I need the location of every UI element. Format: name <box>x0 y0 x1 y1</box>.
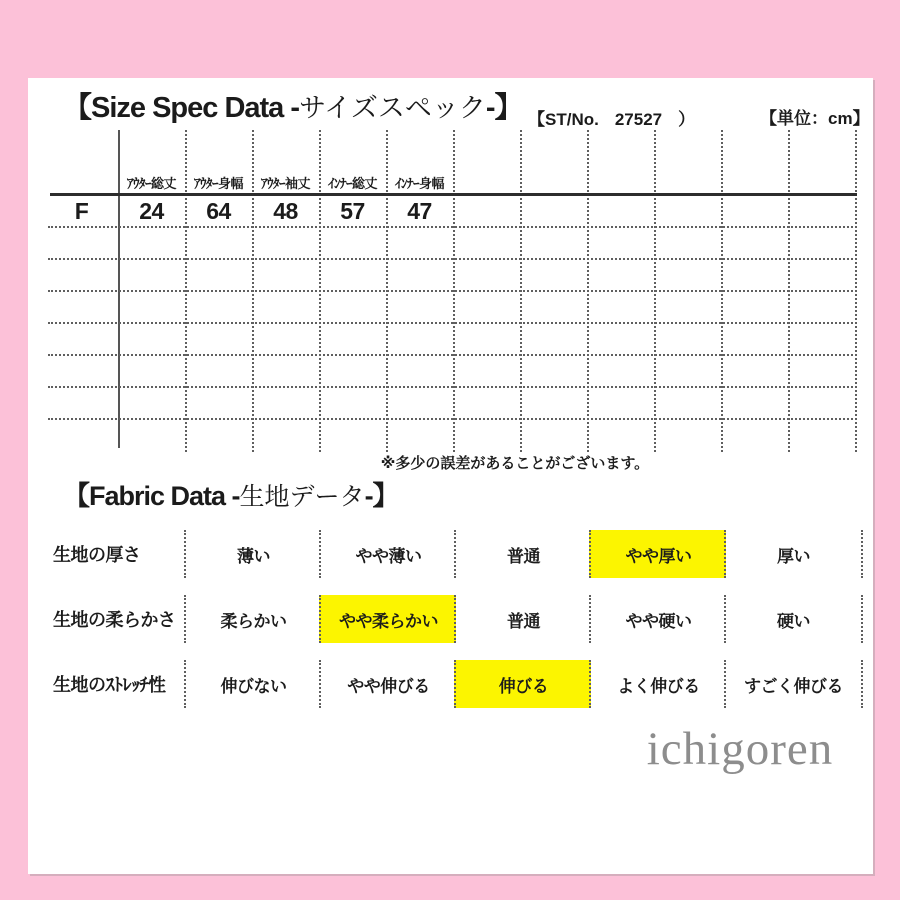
style-number-label: 【ST/No. <box>528 110 599 129</box>
fabric-option-selected: 伸びる <box>454 660 591 708</box>
style-number-close: ） <box>678 110 696 129</box>
grid-hline <box>48 418 857 420</box>
grid-hline <box>48 354 857 356</box>
fabric-option: 普通 <box>454 530 591 578</box>
fabric-option: すごく伸びる <box>724 660 863 708</box>
size-spec-title-ja: サイズスペック <box>299 93 486 123</box>
size-spec-title-en: 【Size Spec Data - <box>63 92 300 124</box>
style-number-value: 27527 <box>614 110 663 129</box>
size-col-header: ｲﾝﾅｰ総丈 <box>327 176 377 192</box>
size-col-header: ｱｳﾀｰ総丈 <box>126 176 176 192</box>
fabric-option: よく伸びる <box>589 660 726 708</box>
fabric-option: 厚い <box>724 530 863 578</box>
grid-hline <box>48 226 857 228</box>
fabric-row-label: 生地のｽﾄﾚｯﾁ性 <box>53 675 166 695</box>
size-value: 47 <box>407 197 432 224</box>
size-row-label: F <box>74 197 89 224</box>
size-col-header: ｱｳﾀｰ身幅 <box>193 176 243 192</box>
size-value: 64 <box>206 197 231 224</box>
grid-hline <box>48 290 857 292</box>
fabric-data-title <box>63 483 399 510</box>
fabric-option: 普通 <box>454 595 591 643</box>
fabric-title-close: -】 <box>364 481 399 511</box>
fabric-row-label: 生地の柔らかさ <box>53 610 176 630</box>
fabric-option: やや硬い <box>589 595 726 643</box>
size-col-header: ｲﾝﾅｰ身幅 <box>394 176 444 192</box>
size-value: 48 <box>273 197 298 224</box>
fabric-option-selected: やや厚い <box>589 530 726 578</box>
grid-hline <box>48 386 857 388</box>
fabric-option: やや伸びる <box>319 660 456 708</box>
tolerance-note: ※多少の誤差があることがございます。 <box>380 455 650 472</box>
fabric-option: 柔らかい <box>184 595 321 643</box>
size-col-header: ｱｳﾀｰ袖丈 <box>260 176 310 192</box>
fabric-option: 硬い <box>724 595 863 643</box>
fabric-row-label: 生地の厚さ <box>53 545 141 565</box>
grid-hline <box>48 322 857 324</box>
size-value: 24 <box>139 197 164 224</box>
fabric-option: 薄い <box>184 530 321 578</box>
grid-hline <box>48 258 857 260</box>
fabric-option: 伸びない <box>184 660 321 708</box>
size-spec-title-close: -】 <box>485 92 523 124</box>
fabric-row-stretch <box>45 660 861 708</box>
seller-watermark: ichigoren <box>646 723 834 775</box>
fabric-row-softness <box>45 595 861 643</box>
fabric-title-en: 【Fabric Data - <box>63 481 240 511</box>
size-value: 57 <box>340 197 365 224</box>
grid-header-rule <box>50 193 857 196</box>
unit-label: 【単位：cm】 <box>760 109 870 128</box>
size-spec-title <box>63 94 523 123</box>
fabric-option-selected: やや柔らかい <box>319 595 456 643</box>
fabric-title-ja: 生地データ <box>239 483 365 511</box>
fabric-option: やや薄い <box>319 530 456 578</box>
fabric-row-thickness <box>45 530 861 578</box>
style-number <box>528 105 695 130</box>
